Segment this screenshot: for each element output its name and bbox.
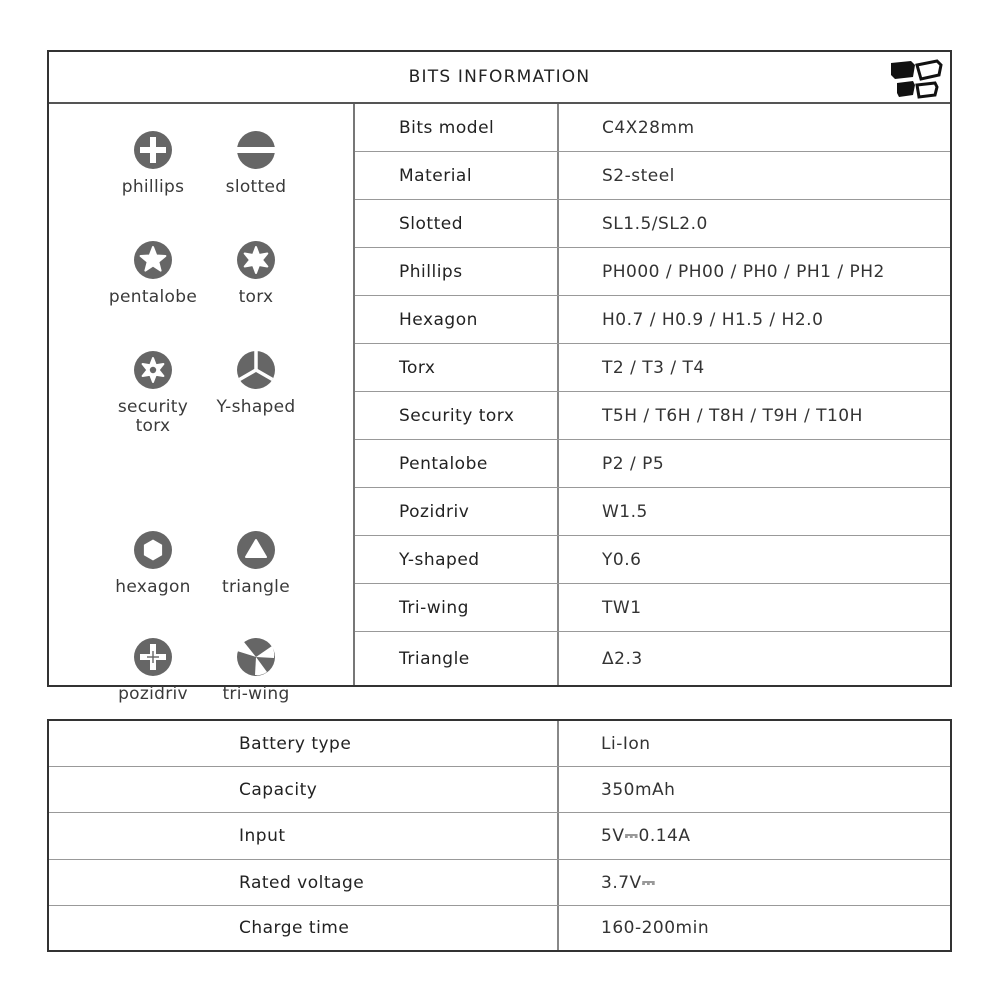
battery-key: Charge time xyxy=(239,918,350,938)
bit-type-security-torx xyxy=(93,350,213,436)
battery-key-cell xyxy=(49,813,559,859)
battery-key-cell xyxy=(49,906,559,950)
spec-value: PH000 / PH00 / PH0 / PH1 / PH2 xyxy=(602,261,885,282)
table-row xyxy=(355,152,950,200)
spec-key-cell xyxy=(355,440,559,487)
table-row xyxy=(49,721,950,767)
bits-information-panel xyxy=(47,50,952,704)
spec-value: SL1.5/SL2.0 xyxy=(602,213,708,234)
spec-value-cell xyxy=(559,344,950,391)
spec-value-cell xyxy=(559,104,950,151)
spec-key-cell xyxy=(355,536,559,583)
battery-key-cell xyxy=(49,860,559,905)
table-row xyxy=(355,536,950,584)
spec-value-cell xyxy=(559,392,950,439)
y-shaped-icon xyxy=(236,350,276,390)
icon-label: security torx xyxy=(117,397,189,436)
spec-value: W1.5 xyxy=(602,501,648,522)
battery-value: Li-Ion xyxy=(601,733,651,754)
bit-type-icons xyxy=(49,104,355,704)
battery-value-cell xyxy=(559,767,950,812)
battery-info-panel xyxy=(47,719,952,952)
bit-type-tri-wing xyxy=(196,637,316,704)
spec-value-cell xyxy=(559,632,950,685)
spec-value: Δ2.3 xyxy=(602,648,643,669)
spec-value: H0.7 / H0.9 / H1.5 / H2.0 xyxy=(602,309,824,330)
bit-type-slotted xyxy=(196,130,316,197)
pentalobe-icon xyxy=(133,240,173,280)
spec-key: Y-shaped xyxy=(399,549,480,570)
bit-type-hexagon xyxy=(93,530,213,597)
spec-value: S2-steel xyxy=(602,165,675,186)
battery-value: 350mAh xyxy=(601,779,676,800)
spec-key-cell xyxy=(355,152,559,199)
spec-key: Material xyxy=(399,165,473,186)
slotted-icon xyxy=(236,130,276,170)
icon-label: slotted xyxy=(225,177,287,197)
spec-key-cell xyxy=(355,584,559,631)
battery-key: Input xyxy=(239,826,286,846)
bit-type-phillips xyxy=(93,130,213,197)
spec-value: TW1 xyxy=(602,597,642,618)
spec-value-cell xyxy=(559,200,950,247)
spec-value: T2 / T3 / T4 xyxy=(602,357,705,378)
spec-value: T5H / T6H / T8H / T9H / T10H xyxy=(602,405,863,426)
spec-key: Tri-wing xyxy=(399,597,469,618)
spec-key-cell xyxy=(355,392,559,439)
bit-type-y-shaped xyxy=(196,350,316,417)
security-torx-icon xyxy=(133,350,173,390)
spec-value-cell xyxy=(559,488,950,535)
bits-header xyxy=(49,52,950,104)
icon-label: tri-wing xyxy=(222,684,290,704)
spec-key-cell xyxy=(355,296,559,343)
battery-value: 5V⎓0.14A xyxy=(601,826,691,846)
spec-key: Torx xyxy=(399,357,436,378)
spec-value: Y0.6 xyxy=(602,549,642,570)
battery-value: 3.7V⎓ xyxy=(601,872,656,893)
spec-key-cell xyxy=(355,248,559,295)
spec-key: Bits model xyxy=(399,117,495,138)
pozidriv-icon xyxy=(133,637,173,677)
spec-value-cell xyxy=(559,584,950,631)
table-row xyxy=(355,344,950,392)
spec-key-cell xyxy=(355,104,559,151)
bits-spec-table xyxy=(355,104,950,685)
battery-key: Battery type xyxy=(239,733,352,754)
icon-label: pentalobe xyxy=(108,287,198,307)
battery-key: Capacity xyxy=(239,779,318,800)
spec-key: Pentalobe xyxy=(399,453,488,474)
spec-value-cell xyxy=(559,440,950,487)
bits-title: BITS INFORMATION xyxy=(408,67,591,87)
table-row xyxy=(49,767,950,813)
spec-key: Hexagon xyxy=(399,309,478,330)
spec-key: Pozidriv xyxy=(399,501,470,522)
table-row xyxy=(355,200,950,248)
icon-label: Y-shaped xyxy=(216,397,296,417)
phillips-icon xyxy=(133,130,173,170)
icon-label: triangle xyxy=(222,577,290,597)
table-row xyxy=(355,248,950,296)
spec-value: C4X28mm xyxy=(602,117,695,138)
spec-value-cell xyxy=(559,536,950,583)
icon-label: torx xyxy=(238,287,274,307)
spec-key: Phillips xyxy=(399,261,463,282)
battery-value-cell xyxy=(559,906,950,950)
icon-label: hexagon xyxy=(115,577,191,597)
table-row xyxy=(355,488,950,536)
battery-value-cell xyxy=(559,721,950,766)
battery-key-cell xyxy=(49,767,559,812)
torx-icon xyxy=(236,240,276,280)
icon-label: pozidriv xyxy=(118,684,188,704)
table-row xyxy=(355,632,950,685)
brand-logo-icon xyxy=(889,59,943,101)
bit-type-pozidriv xyxy=(93,637,213,704)
spec-key-cell xyxy=(355,344,559,391)
battery-key: Rated voltage xyxy=(239,872,365,893)
table-row xyxy=(49,860,950,906)
battery-value: 160-200min xyxy=(601,918,710,938)
spec-value-cell xyxy=(559,248,950,295)
spec-key-cell xyxy=(355,200,559,247)
table-row xyxy=(355,104,950,152)
hexagon-icon xyxy=(133,530,173,570)
table-row xyxy=(49,813,950,860)
spec-key: Triangle xyxy=(399,648,470,669)
triangle-icon xyxy=(236,530,276,570)
table-row xyxy=(355,584,950,632)
table-row xyxy=(355,392,950,440)
bit-type-torx xyxy=(196,240,316,307)
spec-value-cell xyxy=(559,152,950,199)
icon-label: phillips xyxy=(121,177,185,197)
spec-key-cell xyxy=(355,488,559,535)
table-row xyxy=(355,440,950,488)
spec-key-cell xyxy=(355,632,559,685)
spec-key: Security torx xyxy=(399,405,515,426)
bit-type-triangle xyxy=(196,530,316,597)
spec-value: P2 / P5 xyxy=(602,453,665,474)
spec-key: Slotted xyxy=(399,213,463,234)
bit-type-pentalobe xyxy=(93,240,213,307)
spec-value-cell xyxy=(559,296,950,343)
battery-value-cell xyxy=(559,813,950,859)
tri-wing-icon xyxy=(236,637,276,677)
table-row xyxy=(49,906,950,950)
battery-value-cell xyxy=(559,860,950,905)
battery-key-cell xyxy=(49,721,559,766)
table-row xyxy=(355,296,950,344)
